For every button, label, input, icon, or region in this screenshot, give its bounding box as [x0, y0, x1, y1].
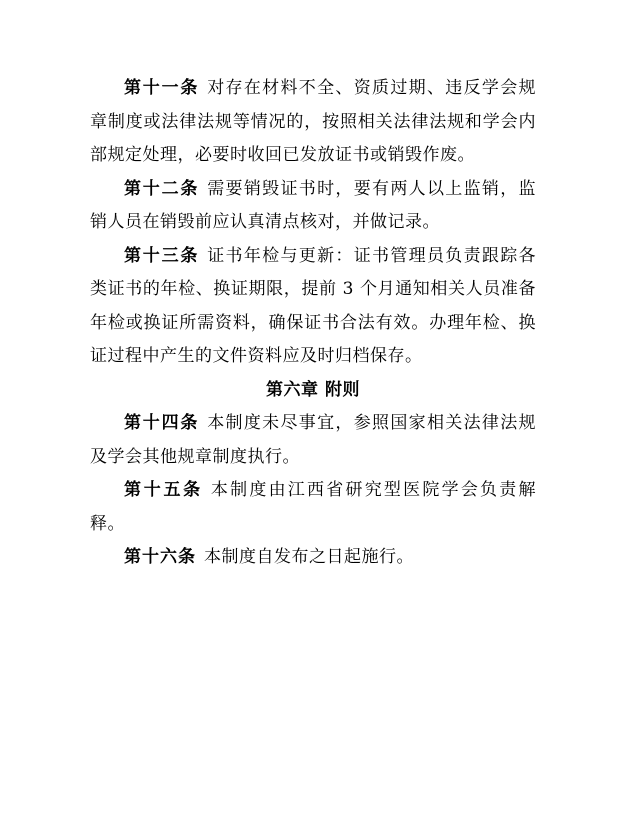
article-16-heading: 第十六条	[124, 547, 196, 567]
article-12-heading: 第十二条	[124, 178, 200, 199]
article-13-heading: 第十三条	[124, 245, 200, 266]
article-15	[90, 474, 536, 541]
article-15-text: 本制度由江西省研究型医院学会负责解释。	[90, 480, 537, 534]
article-12	[90, 173, 536, 240]
article-12-text: 需要销毁证书时，要有两人以上监销，监销人员在销毁前应认真清点核对，并做记录。	[90, 178, 537, 232]
article-16	[90, 541, 536, 575]
article-11-text: 对存在材料不全、资质过期、违反学会规章制度或法律法规等情况的，按照相关法律法规和学会内部规定处理，必要时收回已发放证书或销毁作废。	[90, 78, 537, 165]
article-15-heading: 第十五条	[124, 480, 203, 500]
article-14	[90, 407, 536, 474]
article-13-text: 证书年检与更新：证书管理员负责跟踪各类证书的年检、换证期限，提前 3 个月通知相关人员准备年检或换证所需资料，确保证书合法有效。办理年检、换证过程中产生的文件资料应及时归档保存。	[90, 245, 537, 366]
article-14-text: 本制度未尽事宜，参照国家相关法律法规及学会其他规章制度执行。	[90, 413, 537, 467]
chapter-title: 第六章 附则	[266, 379, 360, 400]
article-11	[90, 72, 536, 173]
article-14-heading: 第十四条	[124, 413, 200, 433]
article-16-text: 本制度自发布之日起施行。	[204, 547, 414, 567]
article-11-heading: 第十一条	[124, 78, 200, 98]
document-body	[90, 72, 536, 575]
article-13	[90, 240, 536, 374]
